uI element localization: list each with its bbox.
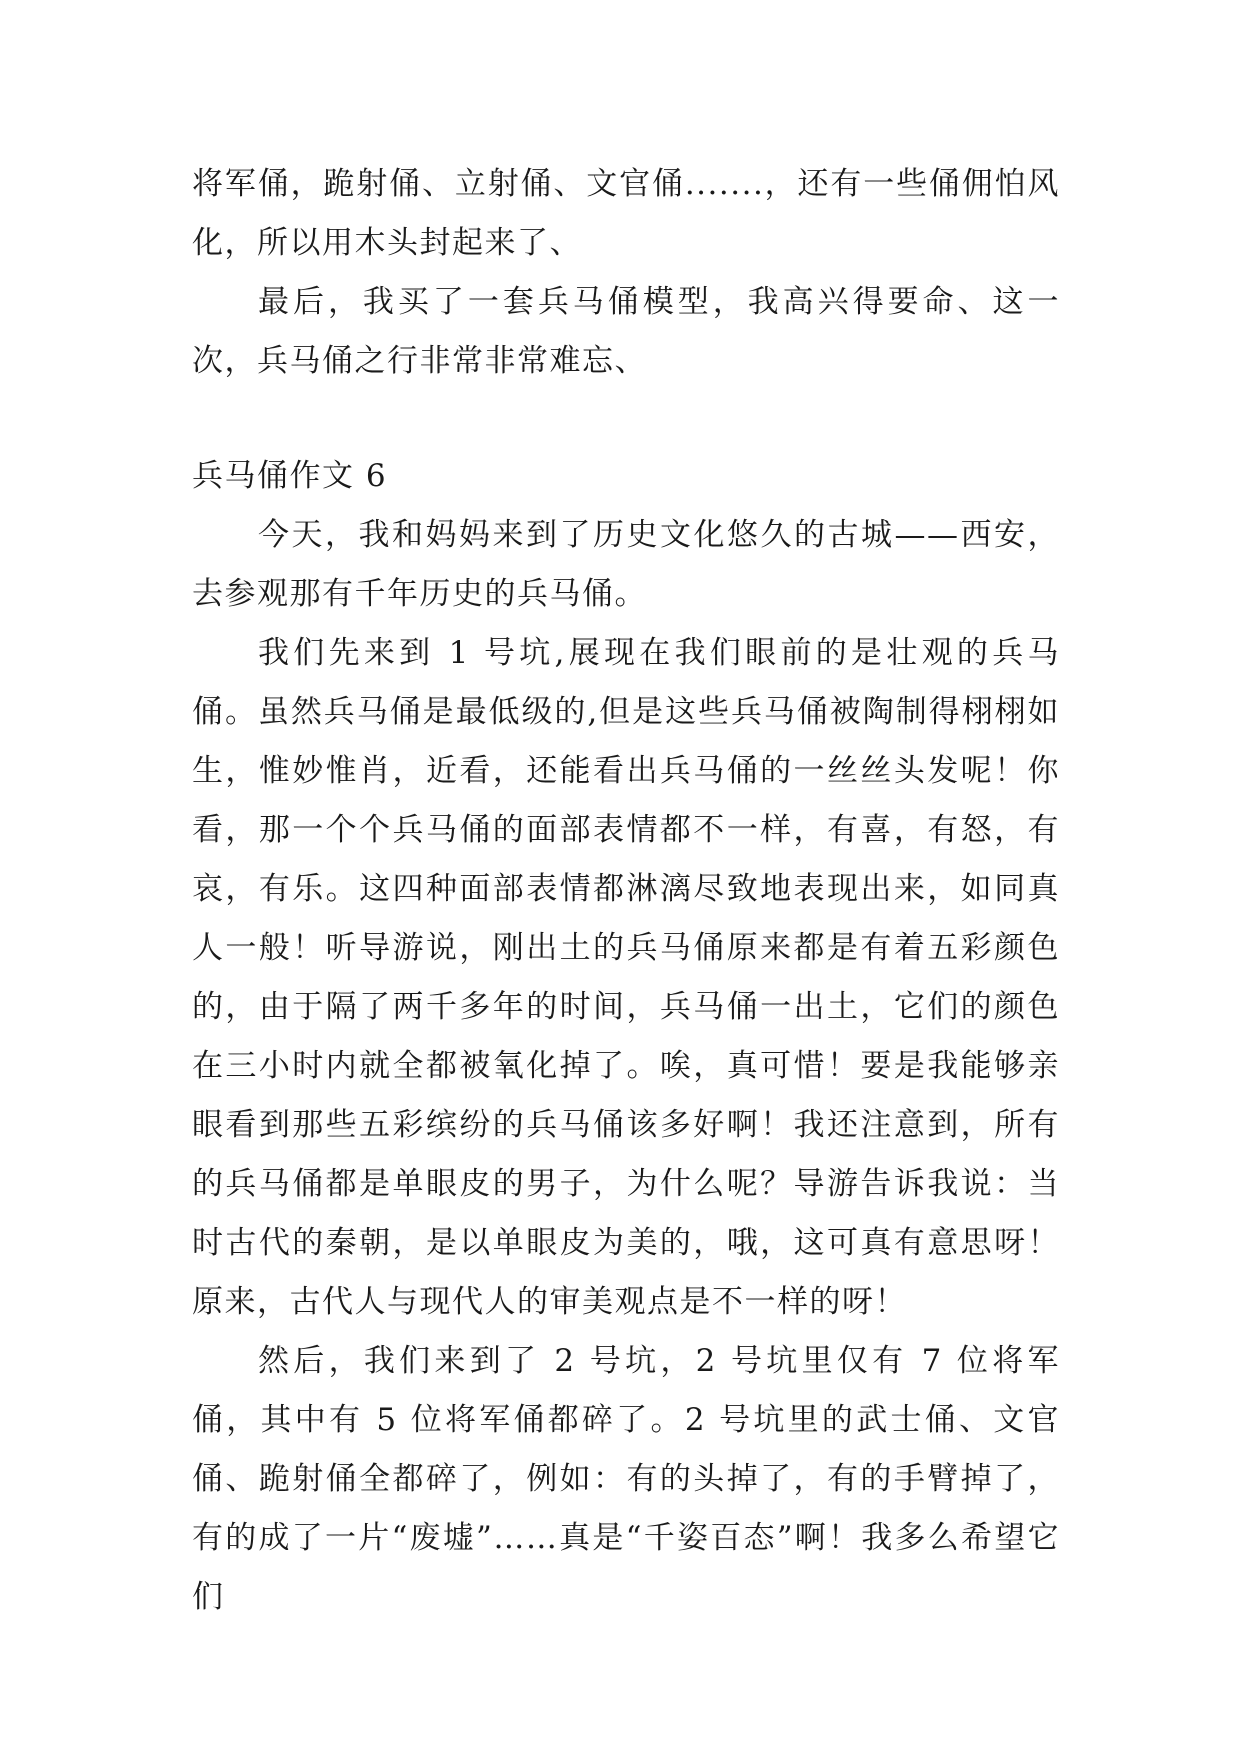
paragraph: 然后，我们来到了 2 号坑，2 号坑里仅有 7 位将军俑，其中有 5 位将军俑都碎了。2 号坑里的武士俑、文官俑、跪射俑全都碎了，例如：有的头掉了，有的手臂掉了，有的成了一片“废墟”……真是“千姿百态”啊！我多么希望它们: [192, 1343, 1060, 1615]
previous-essay-ending: [192, 155, 1060, 391]
paragraph: 我们先来到 1 号坑,展现在我们眼前的是壮观的兵马俑。虽然兵马俑是最低级的,但是这些兵马俑被陶制得栩栩如生，惟妙惟肖，近看，还能看出兵马俑的一丝丝头发呢！你看，那一个个兵马俑的面部表情都不一样，有喜，有怒，有哀，有乐。这四种面部表情都淋漓尽致地表现出来，如同真人一般！听导游说，刚出土的兵马俑原来都是有着五彩颜色的，由于隔了两千多年的时间，兵马俑一出土，它们的颜色在三小时内就全都被氧化掉了。唉，真可惜！要是我能够亲眼看到那些五彩缤纷的兵马俑该多好啊！我还注意到，所有的兵马俑都是单眼皮的男子，为什么呢？导游告诉我说：当时古代的秦朝，是以单眼皮为美的，哦，这可真有意思呀！原来，古代人与现代人的审美观点是不一样的呀！: [192, 635, 1060, 1320]
paragraph: 今天，我和妈妈来到了历史文化悠久的古城——西安，去参观那有千年历史的兵马俑。: [192, 517, 1060, 612]
paragraph: 最后，我买了一套兵马俑模型，我高兴得要命、这一次，兵马俑之行非常非常难忘、: [192, 284, 1060, 379]
paragraph: 将军俑，跪射俑、立射俑、文官俑.......，还有一些俑佣怕风化，所以用木头封起来了、: [192, 166, 1060, 261]
essay-6-section: [192, 447, 1060, 1627]
essay-title: 兵马俑作文 6: [192, 458, 388, 494]
